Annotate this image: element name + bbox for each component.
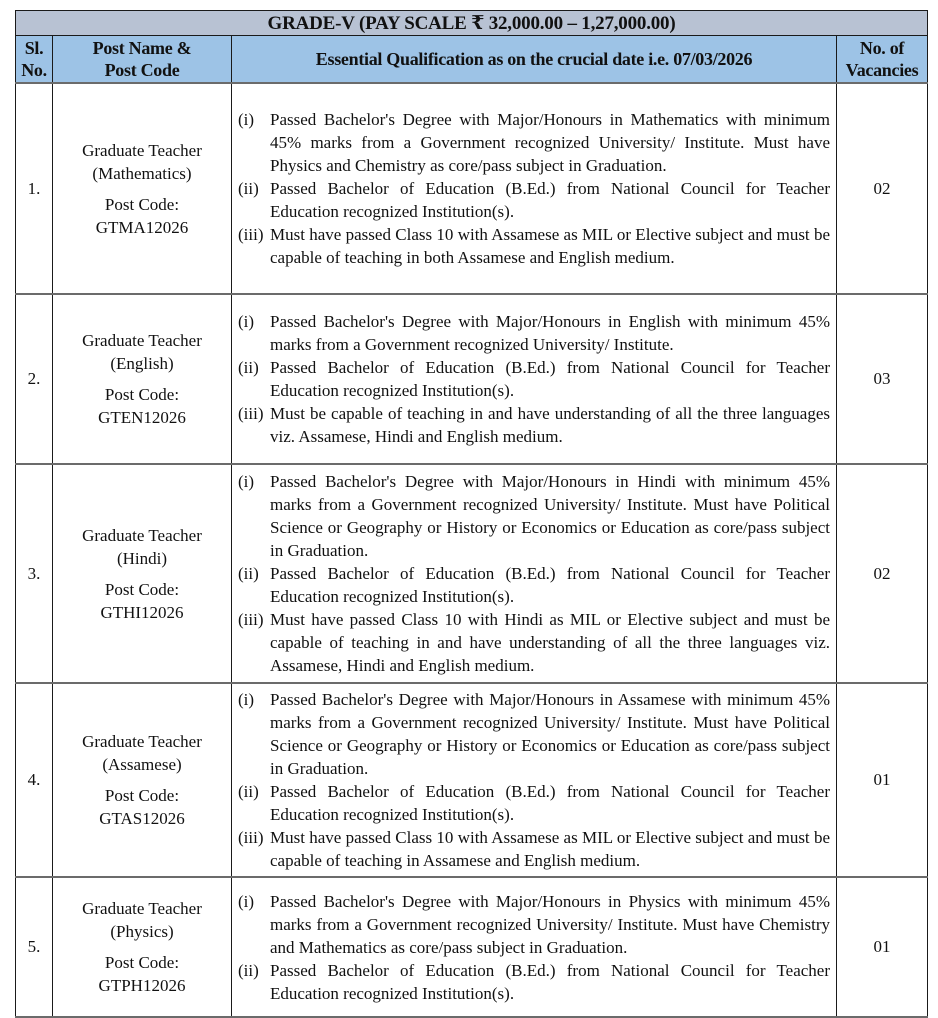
post-code: GTEN12026 [98,408,186,427]
qualification-number: (ii) [238,782,259,801]
header-post-line1: Post Name & [92,38,192,58]
header-vac-line2: Vacancies [845,60,919,80]
post-name: Graduate Teacher [82,140,202,160]
post-code-label: Post Code: [104,786,180,805]
post-code-label: Post Code: [104,953,180,972]
qualification-item [238,356,830,402]
table-row [16,683,928,877]
qualification-item [238,890,830,959]
qualification-number: (iii) [238,225,264,244]
qualification-text: Must have passed Class 10 with Assamese as MIL or Elective subject and must be capable of teaching in Assamese and English medium. [270,828,830,870]
qualification-item [238,688,830,780]
vacancy-table [15,10,928,1018]
post-cell [53,877,232,1017]
header-sl-no [16,36,53,84]
post-cell [53,83,232,294]
table-row [16,877,928,1017]
qualification-item [238,826,830,872]
qualification-number: (ii) [238,358,259,377]
post-subject: (Mathematics) [92,163,192,183]
post-name: Graduate Teacher [82,732,202,751]
header-post-line2: Post Code [104,60,180,80]
qualification-text: Passed Bachelor of Education (B.Ed.) from National Council for Teacher Education recognized Institution(s). [270,960,830,1003]
qualification-cell [232,294,837,464]
header-row [16,36,928,84]
table-row [16,464,928,683]
qualification-item [238,177,830,223]
qualification-text: Passed Bachelor of Education (B.Ed.) from National Council for Teacher Education recognized Institution(s). [270,179,830,221]
qualification-text: Passed Bachelor's Degree with Major/Honours in Physics with minimum 45% marks from a Government recognized University/ Institute. Must have Chemistry and Mathematics as core/pass subject in Graduation. [270,891,830,957]
serial-number: 2. [16,294,53,464]
qualification-text: Passed Bachelor of Education (B.Ed.) from National Council for Teacher Education recognized Institution(s). [270,358,830,400]
serial-number: 1. [16,83,53,294]
qualification-text: Passed Bachelor of Education (B.Ed.) from National Council for Teacher Education recognized Institution(s). [270,564,830,606]
qualification-text: Passed Bachelor's Degree with Major/Honours in Assamese with minimum 45% marks from a Government recognized University/ Institute. Must have Political Science or Geography or History or Economics or Education as core/pass subject in Graduation. [270,690,830,778]
qualification-item [238,780,830,826]
post-code-label: Post Code: [104,579,180,599]
qualification-number: (i) [238,472,255,491]
post-cell [53,683,232,877]
qualification-text: Passed Bachelor's Degree with Major/Honours in Mathematics with minimum 45% marks from a Government recognized University/ Institute. Must have Physics and Chemistry as core/pass subject in Graduation. [270,110,830,175]
qualification-item [238,470,830,562]
post-name: Graduate Teacher [82,899,202,918]
post-code-label: Post Code: [104,385,180,404]
vacancy-table-container [15,10,927,1018]
qualification-item [238,108,830,177]
qualification-item [238,562,830,608]
title-row [16,11,928,36]
vacancy-count: 02 [837,464,928,683]
header-vac-line1: No. of [859,38,905,58]
qualification-item [238,402,830,448]
post-code: GTMA12026 [95,217,189,237]
qualification-number: (ii) [238,564,259,583]
vacancy-count: 01 [837,683,928,877]
post-subject: (Physics) [110,922,174,941]
table-row [16,83,928,294]
vacancy-count: 03 [837,294,928,464]
qualification-cell [232,83,837,294]
post-name: Graduate Teacher [82,331,202,350]
qualification-item [238,223,830,269]
header-sl-line2: No. [21,60,47,80]
qualification-number: (iii) [238,610,264,629]
qualification-item [238,310,830,356]
post-code-label: Post Code: [104,194,180,214]
qualification-number: (iii) [238,404,264,423]
qualification-number: (ii) [238,960,259,980]
qualification-text: Must have passed Class 10 with Assamese as MIL or Elective subject and must be capable of teaching in both Assamese and English medium. [270,225,830,267]
qualification-item [238,608,830,677]
grade-title: GRADE-V (PAY SCALE ₹ 32,000.00 – 1,27,000.00) [16,11,928,36]
post-subject: (Assamese) [102,755,182,774]
vacancy-count: 02 [837,83,928,294]
serial-number: 3. [16,464,53,683]
qualification-number: (ii) [238,179,259,198]
qualification-number: (i) [238,110,255,129]
post-name: Graduate Teacher [82,525,202,545]
qualification-cell [232,683,837,877]
post-subject: (English) [110,354,174,373]
qualification-number: (iii) [238,828,264,847]
table-row [16,294,928,464]
header-vacancies [837,36,928,84]
header-post-name [53,36,232,84]
serial-number: 5. [16,877,53,1017]
post-code: GTPH12026 [98,976,186,995]
serial-number: 4. [16,683,53,877]
qualification-cell [232,464,837,683]
qualification-text: Passed Bachelor of Education (B.Ed.) from National Council for Teacher Education recognized Institution(s). [270,782,830,824]
qualification-item [238,959,830,1005]
post-code: GTAS12026 [99,809,185,828]
vacancy-count: 01 [837,877,928,1017]
header-qualification: Essential Qualification as on the crucial date i.e. 07/03/2026 [232,36,837,84]
post-subject: (Hindi) [116,548,168,568]
qualification-number: (i) [238,312,255,331]
qualification-number: (i) [238,690,255,709]
post-code: GTHI12026 [100,602,184,622]
header-sl-line1: Sl. [24,38,44,58]
qualification-text: Must be capable of teaching in and have understanding of all the three languages viz. Assamese, Hindi and English medium. [270,404,830,446]
qualification-cell [232,877,837,1017]
table-body [16,83,928,1017]
qualification-text: Passed Bachelor's Degree with Major/Honours in English with minimum 45% marks from a Government recognized University/ Institute. [270,312,830,354]
qualification-text: Must have passed Class 10 with Hindi as MIL or Elective subject and must be capable of teaching in and have understanding of all the three languages viz. Assamese, Hindi and English medium. [270,610,830,675]
post-cell [53,294,232,464]
qualification-number: (i) [238,891,255,911]
post-cell [53,464,232,683]
qualification-text: Passed Bachelor's Degree with Major/Honours in Hindi with minimum 45% marks from a Government recognized University/ Institute. Must have Political Science or Geography or History or Economics or Education as core/pass subject in Graduation. [270,472,830,560]
